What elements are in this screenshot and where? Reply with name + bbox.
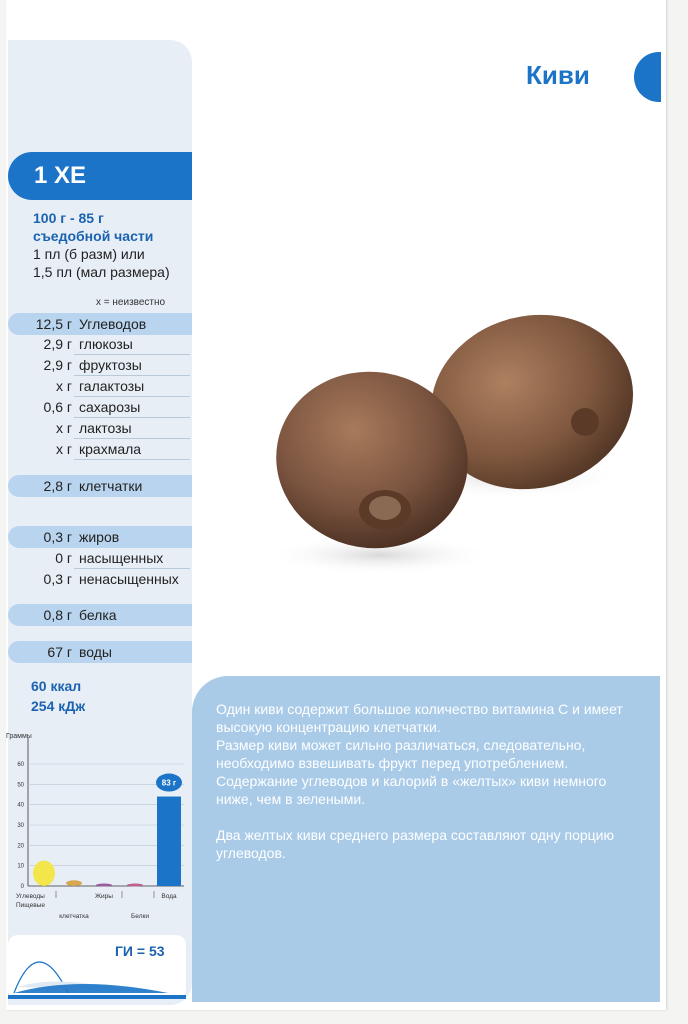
description-text [216, 700, 636, 862]
nutrient-label: насыщенных [79, 550, 164, 566]
nutrient-amount: 0,3 г [43, 529, 72, 545]
nutrient-amount: 67 г [47, 644, 72, 660]
nutrient-row [0, 376, 200, 396]
nutrient-amount: х г [56, 378, 72, 394]
chart-ylabel: Граммы [6, 733, 32, 740]
nutrient-amount: 2,9 г [43, 336, 72, 352]
energy-kj: 254 кДж [31, 698, 86, 714]
chart-x-label: Жиры [95, 893, 113, 900]
nutrient-label: ненасыщенных [79, 571, 179, 587]
nutrient-label: лактозы [79, 420, 132, 436]
chart-bar [96, 884, 112, 887]
nutrient-amount: 0,6 г [43, 399, 72, 415]
gi-value: ГИ = 53 [115, 943, 165, 959]
chart-bar-water [157, 797, 181, 886]
nutrient-amount: 0 г [55, 550, 72, 566]
chart-x-label: Углеводы [16, 893, 45, 900]
portion-info [33, 209, 170, 281]
nutrient-label: клетчатки [79, 478, 143, 494]
energy-info [31, 676, 85, 716]
nutrient-amount: х г [56, 441, 72, 457]
description-p1: Один киви содержит большое количество витамина С и имеет высокую концентрацию клетчатки. [216, 701, 623, 735]
portion-big: 1 пл (б разм) или [33, 246, 145, 262]
portion-edible-part: съедобной части [33, 228, 154, 244]
nutrient-amount: 12,5 г [35, 316, 72, 332]
nutrient-label: жиров [79, 529, 120, 545]
nutrient-row [0, 355, 200, 375]
composition-chart [4, 728, 192, 928]
nutrient-row [0, 314, 200, 334]
nutrient-row [0, 476, 200, 496]
chart-tick-label: 60 [17, 762, 24, 768]
portion-edible: 100 г - 85 г [33, 210, 104, 226]
nutrient-label: крахмала [79, 441, 142, 457]
row-divider [74, 459, 190, 460]
nutrient-label: Углеводов [79, 316, 147, 332]
chart-x-label: клетчатка [59, 913, 89, 920]
nutrient-label: воды [79, 644, 112, 660]
chart-tick-label: 10 [17, 863, 24, 870]
chart-x-label: Вода [161, 893, 177, 900]
nutrient-row [0, 439, 200, 459]
nutrient-label: галактозы [79, 378, 145, 394]
chart-bar [66, 880, 82, 886]
chart-water-label: 83 г [161, 778, 177, 788]
unknown-note: х = неизвестно [96, 297, 166, 308]
chart-tick-label: 20 [17, 843, 24, 850]
nutrient-row [0, 642, 200, 662]
nutrient-row [0, 569, 200, 589]
nutrient-row [0, 527, 200, 547]
nutrient-row [0, 397, 200, 417]
nutrient-label: сахарозы [79, 399, 141, 415]
chart-x-label: Белки [131, 913, 149, 920]
description-p4: Два желтых киви среднего размера составляют одну порцию углеводов. [216, 827, 614, 861]
xe-badge: 1 ХЕ [8, 152, 192, 200]
nutrient-amount: 0,3 г [43, 571, 72, 587]
chart-bar [127, 884, 143, 887]
nutrient-row [0, 418, 200, 438]
nutrient-amount: 0,8 г [43, 607, 72, 623]
kiwi-photo [260, 300, 640, 580]
nutrient-row [0, 548, 200, 568]
nutrient-row [0, 605, 200, 625]
nutrient-amount: 2,8 г [43, 478, 72, 494]
chart-tick-label: 30 [17, 823, 24, 829]
portion-small: 1,5 пл (мал размера) [33, 264, 170, 280]
nutrient-row [0, 334, 200, 354]
chart-bar [33, 861, 55, 886]
chart-x-label: Пищевые [16, 902, 45, 909]
nutrient-label: фруктозы [79, 357, 142, 373]
description-p2: Размер киви может сильно различаться, следовательно, необходимо взвешивать фрукт перед употреблением. [216, 737, 586, 771]
nutrient-label: глюкозы [79, 336, 133, 352]
description-p3: Содержание углеводов и калорий в «желтых» киви немного ниже, чем в зелеными. [216, 773, 607, 807]
energy-kcal: 60 ккал [31, 678, 82, 694]
chart-tick-label: 0 [20, 884, 24, 890]
nutrient-amount: 2,9 г [43, 357, 72, 373]
nutrient-label: белка [79, 607, 117, 623]
chart-tick-label: 50 [17, 782, 24, 789]
page-title: Киви [526, 60, 590, 90]
chart-tick-label: 40 [17, 802, 24, 809]
nutrient-amount: х г [56, 420, 72, 436]
